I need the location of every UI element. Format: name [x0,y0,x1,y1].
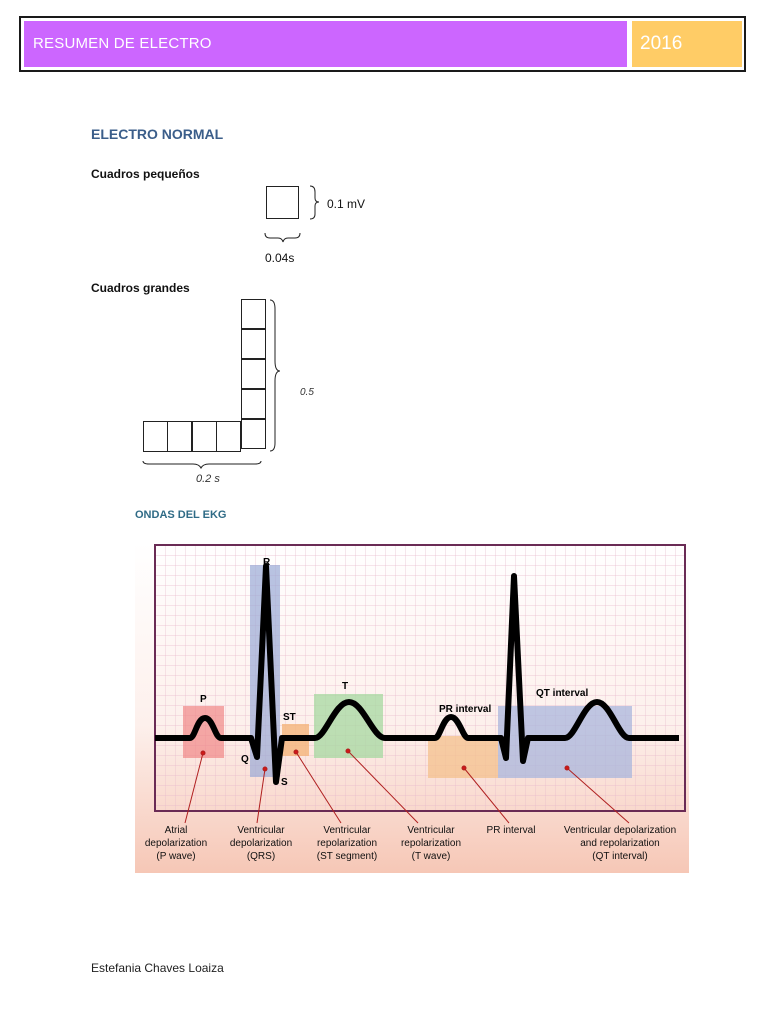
caption-st-l2: repolarization [316,838,378,849]
document-header [19,16,746,72]
small-square-braces [260,180,330,250]
q-label: Q [241,754,249,765]
caption-atrial-l2: depolarization [144,838,208,849]
small-square-voltage: 0.1 mV [327,197,366,211]
header-year: 2016 [632,21,742,67]
caption-atrial-l1: Atrial [164,825,188,836]
header-title: RESUMEN DE ELECTRO [24,21,627,67]
small-square-time: 0.04s [265,251,295,265]
ekg-heading: ONDAS DEL EKG [135,509,227,521]
caption-pr-l1: PR interval [486,825,536,836]
r-label: R [263,557,271,568]
caption-qt-l2: and repolarization [580,838,660,849]
pr-interval-zone [428,736,498,778]
caption-qt-l3: (QT interval) [592,851,648,862]
p-label: P [200,694,207,705]
caption-qrs-l3: (QRS) [246,851,276,862]
s-label: S [281,777,288,788]
caption-qt-l1: Ventricular depolarization [563,825,677,836]
large-squares-label: Cuadros grandes [91,281,190,295]
large-square-voltage: 0.5 [300,387,314,398]
large-squares-braces [135,295,295,475]
large-square-time: 0.2 s [196,473,220,485]
st-label: ST [283,712,296,723]
caption-t-l1: Ventricular [407,825,455,836]
t-label: T [342,681,349,692]
caption-atrial-l3: (P wave) [156,851,196,862]
caption-st-l1: Ventricular [323,825,371,836]
caption-t-l2: repolarization [400,838,462,849]
footer-author: Estefania Chaves Loaiza [91,961,224,975]
ekg-diagram [135,543,689,873]
qt-interval-label: QT interval [536,688,589,699]
section-heading: ELECTRO NORMAL [91,126,224,142]
caption-st-l3: (ST segment) [316,851,378,862]
caption-t-l3: (T wave) [411,851,451,862]
caption-qrs-l1: Ventricular [237,825,285,836]
pr-interval-label: PR interval [439,704,492,715]
caption-qrs-l2: depolarization [229,838,293,849]
small-squares-label: Cuadros pequeños [91,167,200,181]
